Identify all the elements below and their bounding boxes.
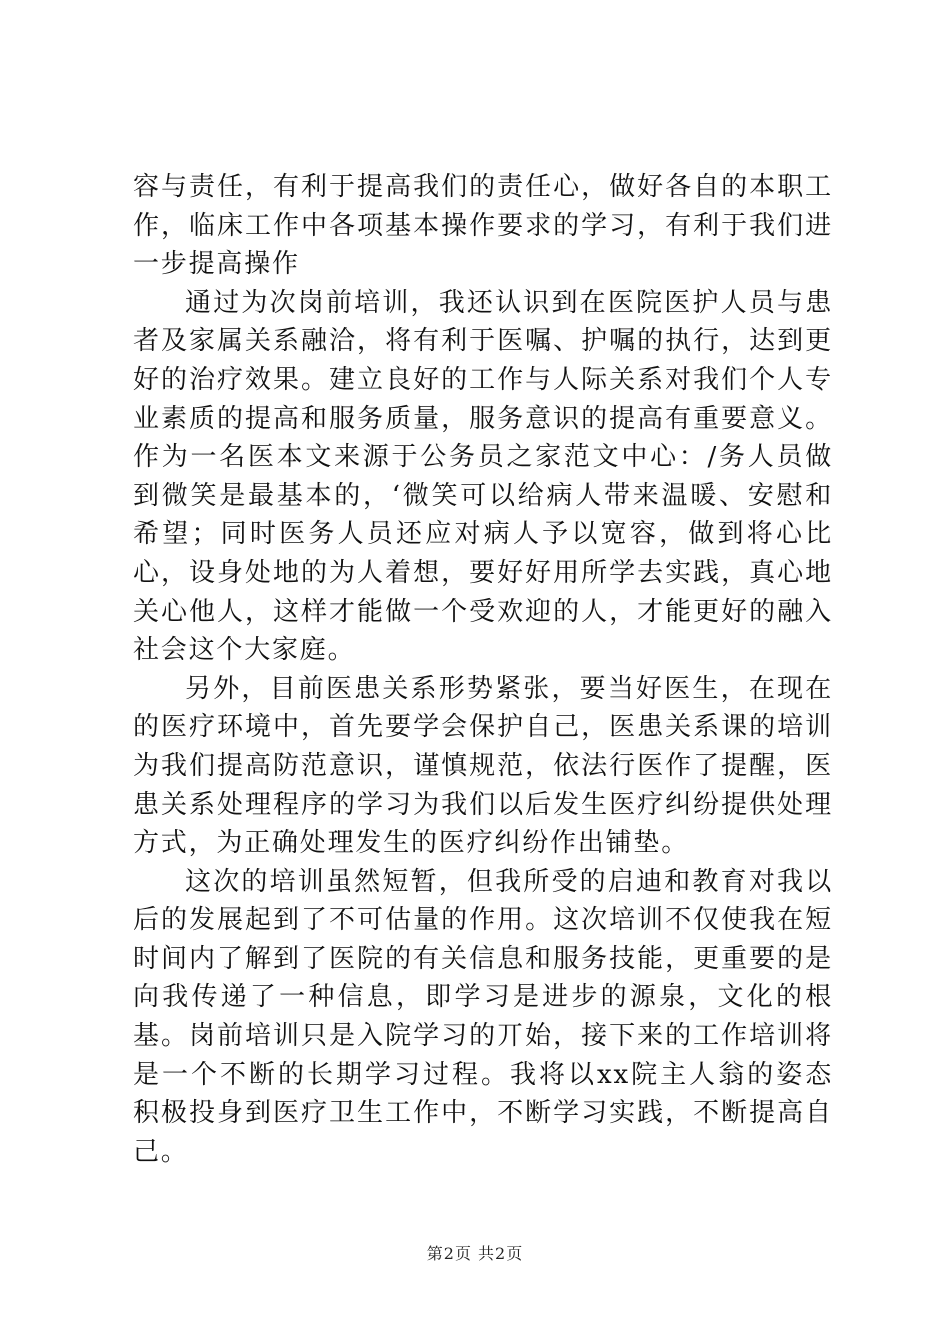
paragraph-2: 通过为次岗前培训，我还认识到在医院医护人员与患者及家属关系融洽，将有利于医嘱、护嘱的执行，达到更好的治疗效果。建立良好的工作与人际关系对我们个人专业素质的提高和服务质量，服务意识的提高有重要意义。作为一名医本文来源于公务员之家范文中心：/务人员做到微笑是最基本的，‘微笑可以给病人带来温暖、安慰和希望；同时医务人员还应对病人予以宽容，做到将心比心，设身处地的为人着想，要好好用所学去实践，真心地关心他人，这样才能做一个受欢迎的人，才能更好的融入社会这个大家庭。: [133, 287, 833, 666]
paragraph-1: 容与责任，有利于提高我们的责任心，做好各自的本职工作，临床工作中各项基本操作要求的学习，有利于我们进一步提高操作: [133, 172, 833, 280]
document-body: [133, 168, 833, 1171]
page-footer: 第2页 共2页: [426, 1244, 524, 1263]
paragraph-3: 另外，目前医患关系形势紧张，要当好医生，在现在的医疗环境中，首先要学会保护自己，医患关系课的培训为我们提高防范意识，谨慎规范，依法行医作了提醒，医患关系处理程序的学习为我们以后发生医疗纠纷提供处理方式，为正确处理发生的医疗纠纷作出铺垫。: [133, 673, 833, 859]
paragraph-4: 这次的培训虽然短暂，但我所受的启迪和教育对我以后的发展起到了不可估量的作用。这次培训不仅使我在短时间内了解到了医院的有关信息和服务技能，更重要的是向我传递了一种信息，即学习是进步的源泉，文化的根基。岗前培训只是入院学习的丌始，接下来的工作培训将是一个不断的长期学习过程。我将以xx院主人翁的姿态积极投身到医疗卫生工作中，不断学习实践，不断提高自己。: [133, 866, 833, 1167]
